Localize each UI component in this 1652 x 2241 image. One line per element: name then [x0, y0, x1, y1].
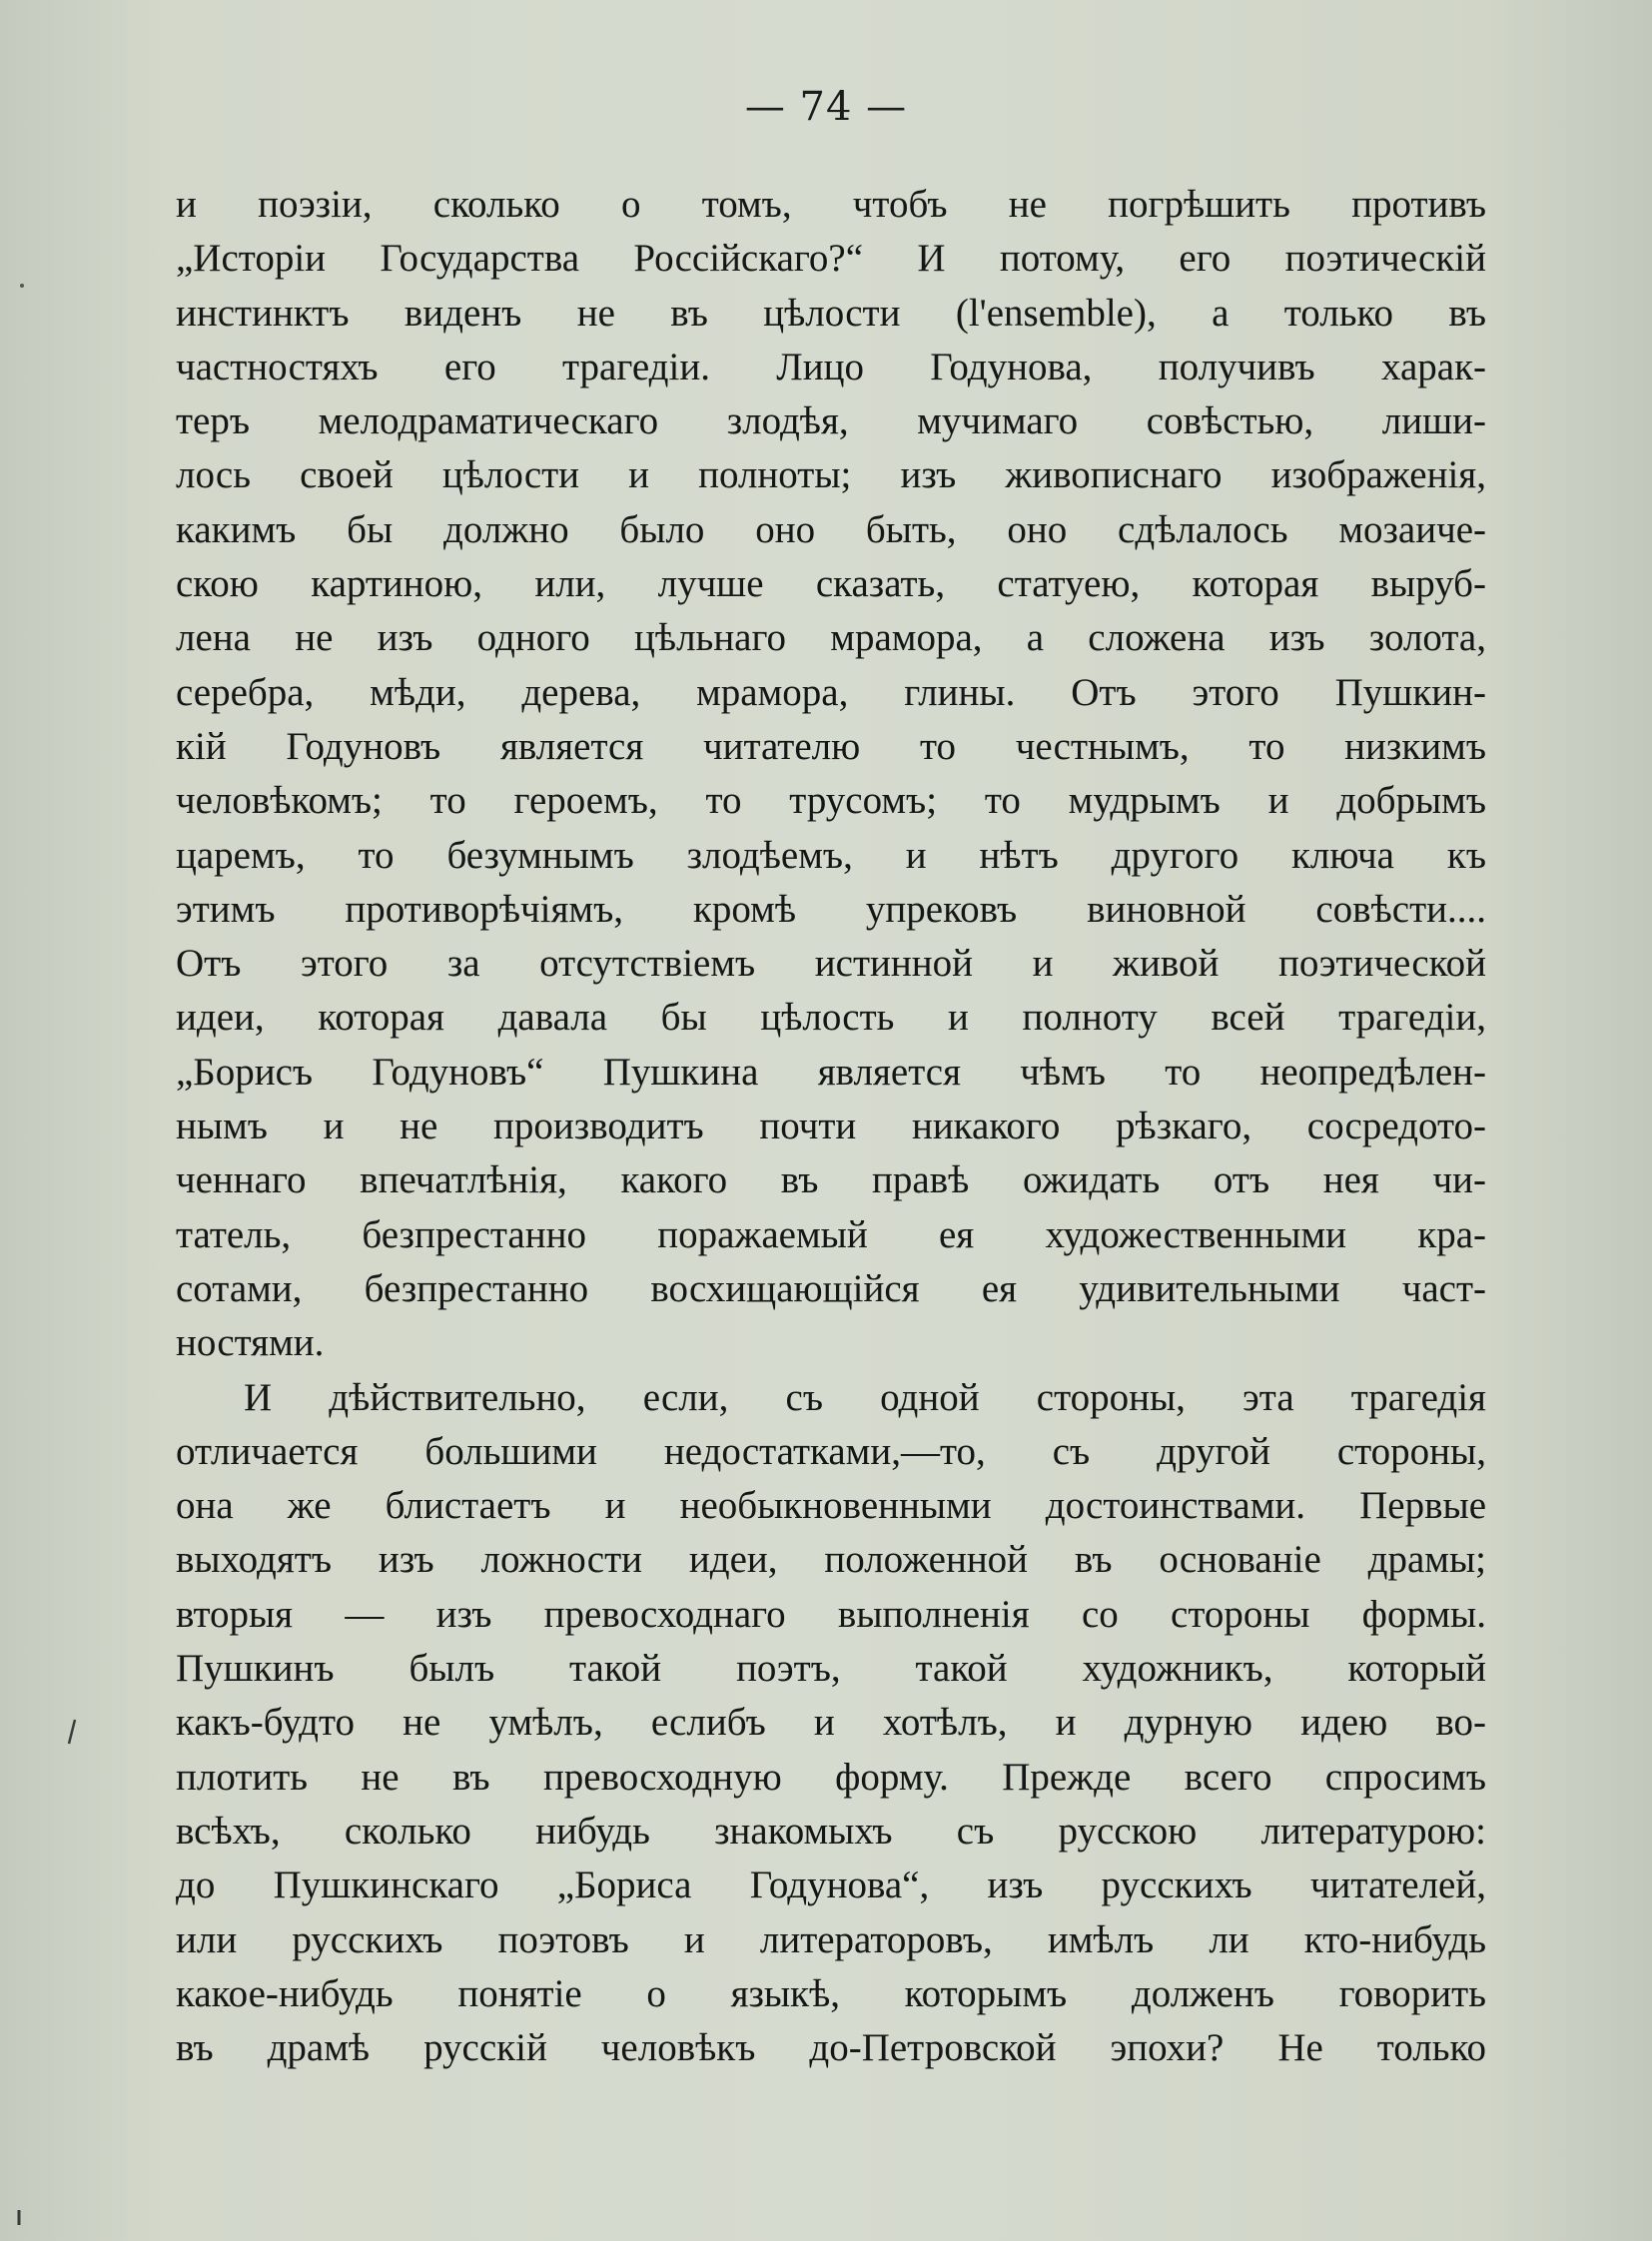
text-line: лена не изъ одного цѣльнаго мрамора, а сложена изъ золота,: [176, 616, 1486, 660]
text-line: Пушкинъ былъ такой поэтъ, такой художникъ, который: [176, 1647, 1486, 1691]
text-line: или русскихъ поэтовъ и литераторовъ, имѣлъ ли кто-нибудь: [176, 1917, 1486, 1961]
text-line: инстинктъ виденъ не въ цѣлости (l'ensemble), а только въ: [176, 291, 1486, 335]
page-number: — 74 —: [744, 84, 908, 130]
paragraph-2: [176, 1371, 1486, 2076]
text-line: кій Годуновъ является читателю то честнымъ, то низкимъ: [176, 724, 1486, 768]
text-line: всѣхъ, сколько нибудь знакомыхъ съ русскою литературою:: [176, 1809, 1486, 1853]
text-line: этимъ противорѣчіямъ, кромѣ упрековъ виновной совѣсти....: [176, 887, 1486, 931]
body-text: [176, 178, 1486, 2075]
text-line: отличается большими недостатками,—то, съ другой стороны,: [176, 1429, 1486, 1473]
text-line: и поэзіи, сколько о томъ, чтобъ не погрѣшить противъ: [176, 183, 1486, 226]
scan-speck: [66, 1718, 78, 1746]
scan-dot: [18, 282, 26, 290]
text-line: ностями.: [176, 1321, 325, 1365]
text-line: какое-нибудь понятіе о языкѣ, которымъ долженъ говорить: [176, 1971, 1486, 2015]
text-line: частностяхъ его трагедіи. Лицо Годунова, получивъ харак-: [176, 345, 1486, 388]
text-line: нымъ и не производитъ почти никакого рѣзкаго, сосредото-: [176, 1105, 1486, 1148]
text-line: теръ мелодраматическаго злодѣя, мучимаго совѣстью, лиши-: [176, 399, 1486, 443]
text-line: лось своей цѣлости и полноты; изъ живописнаго изображенія,: [176, 453, 1486, 497]
text-line: какъ-будто не умѣлъ, еслибъ и хотѣлъ, и дурную идею во-: [176, 1701, 1486, 1745]
text-line: до Пушкинскаго „Бориса Годунова“, изъ русскихъ читателей,: [176, 1864, 1486, 1907]
text-line: Отъ этого за отсутствіемъ истинной и живой поэтической: [176, 942, 1486, 986]
text-line: „Борисъ Годуновъ“ Пушкина является чѣмъ то неопредѣлен-: [176, 1050, 1486, 1094]
text-line: идеи, которая давала бы цѣлость и полноту всей трагедіи,: [176, 996, 1486, 1040]
text-line: въ драмѣ русскій человѣкъ до-Петровской эпохи? Не только: [176, 2026, 1486, 2070]
text-line: плотить не въ превосходную форму. Прежде всего спросимъ: [176, 1755, 1486, 1799]
text-line: И дѣйствительно, если, съ одной стороны, эта трагедія: [244, 1375, 1486, 1419]
text-line: „Исторіи Государства Россійскаго?“ И потому, его поэтическій: [176, 237, 1486, 281]
paragraph-1: [176, 178, 1486, 1371]
text-line: она же блистаетъ и необыкновенными достоинствами. Первые: [176, 1484, 1486, 1528]
text-line: какимъ бы должно было оно быть, оно сдѣлалось мозаиче-: [176, 507, 1486, 551]
text-line: серебра, мѣди, дерева, мрамора, глины. Отъ этого Пушкин-: [176, 670, 1486, 714]
text-line: скою картиною, или, лучше сказать, статуею, которая выруб-: [176, 562, 1486, 606]
text-line: татель, безпрестанно поражаемый ея художественными кра-: [176, 1212, 1486, 1256]
scan-dot: [14, 2209, 24, 2227]
text-line: человѣкомъ; то героемъ, то трусомъ; то мудрымъ и добрымъ: [176, 779, 1486, 823]
text-line: царемъ, то безумнымъ злодѣемъ, и нѣтъ другого ключа къ: [176, 833, 1486, 877]
text-line: ченнаго впечатлѣнія, какого въ правѣ ожидать отъ нея чи-: [176, 1158, 1486, 1202]
text-line: сотами, безпрестанно восхищающійся ея удивительными част-: [176, 1266, 1486, 1310]
text-line: вторыя — изъ превосходнаго выполненія со стороны формы.: [176, 1592, 1486, 1636]
text-line: выходятъ изъ ложности идеи, положенной въ основаніе драмы;: [176, 1538, 1486, 1582]
